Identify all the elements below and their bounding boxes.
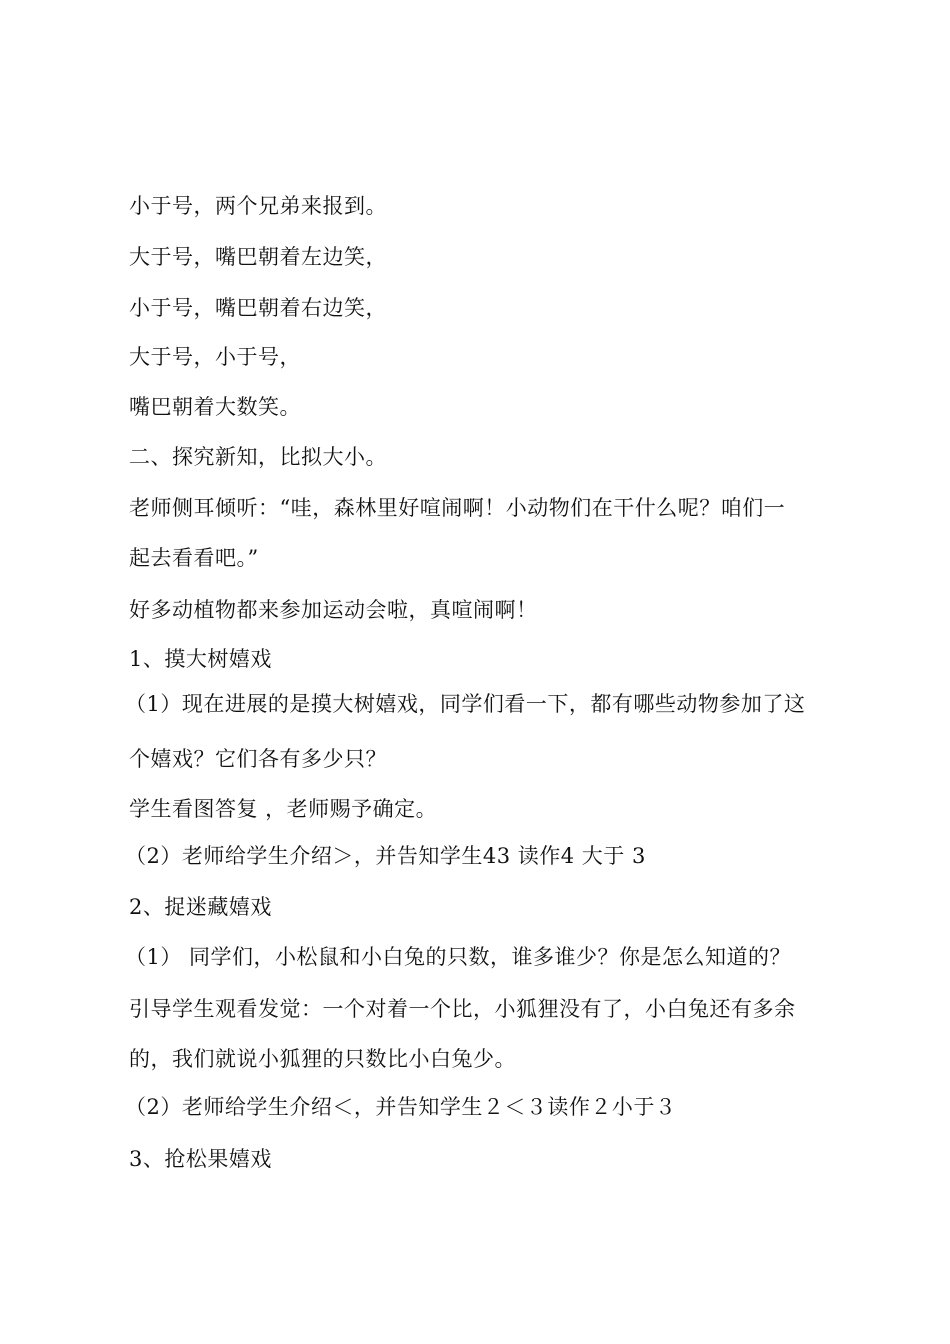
text-line: 大于号，小于号，	[129, 345, 301, 369]
text-line: 个嬉戏？它们各有多少只？	[129, 747, 387, 771]
section-heading: 二、探究新知，比拟大小。	[129, 445, 387, 469]
text-line: 学生看图答复 ，老师赐予确定。	[129, 797, 438, 821]
text-line: （1） 同学们，小松鼠和小白兔的只数，谁多谁少？你是怎么知道的？	[125, 945, 792, 969]
text-line: 好多动植物都来参加运动会啦，真喧闹啊！	[129, 598, 538, 622]
text-line: 老师侧耳倾听：“哇，森林里好喧闹啊！小动物们在干什么呢？咱们一	[129, 496, 786, 520]
text-line: 起去看看吧。”	[129, 546, 259, 570]
text-line: （2）老师给学生介绍＜，并告知学生２＜３读作２小于３	[125, 1095, 677, 1119]
subsection-heading: 1、摸大树嬉戏	[129, 647, 272, 671]
text-line: 的，我们就说小狐狸的只数比小白兔少。	[129, 1047, 516, 1071]
text-line: （1）现在进展的是摸大树嬉戏，同学们看一下，都有哪些动物参加了这	[125, 692, 806, 716]
text-line: （2）老师给学生介绍＞，并告知学生43 读作4 大于 3	[125, 844, 646, 868]
subsection-heading: 2、捉迷藏嬉戏	[129, 895, 272, 919]
text-line: 嘴巴朝着大数笑。	[129, 395, 301, 419]
subsection-heading: 3、抢松果嬉戏	[129, 1147, 272, 1171]
text-line: 小于号，两个兄弟来报到。	[129, 194, 387, 218]
text-line: 小于号，嘴巴朝着右边笑，	[129, 296, 387, 320]
text-line: 引导学生观看发觉：一个对着一个比，小狐狸没有了，小白兔还有多余	[129, 997, 796, 1021]
text-line: 大于号，嘴巴朝着左边笑，	[129, 245, 387, 269]
